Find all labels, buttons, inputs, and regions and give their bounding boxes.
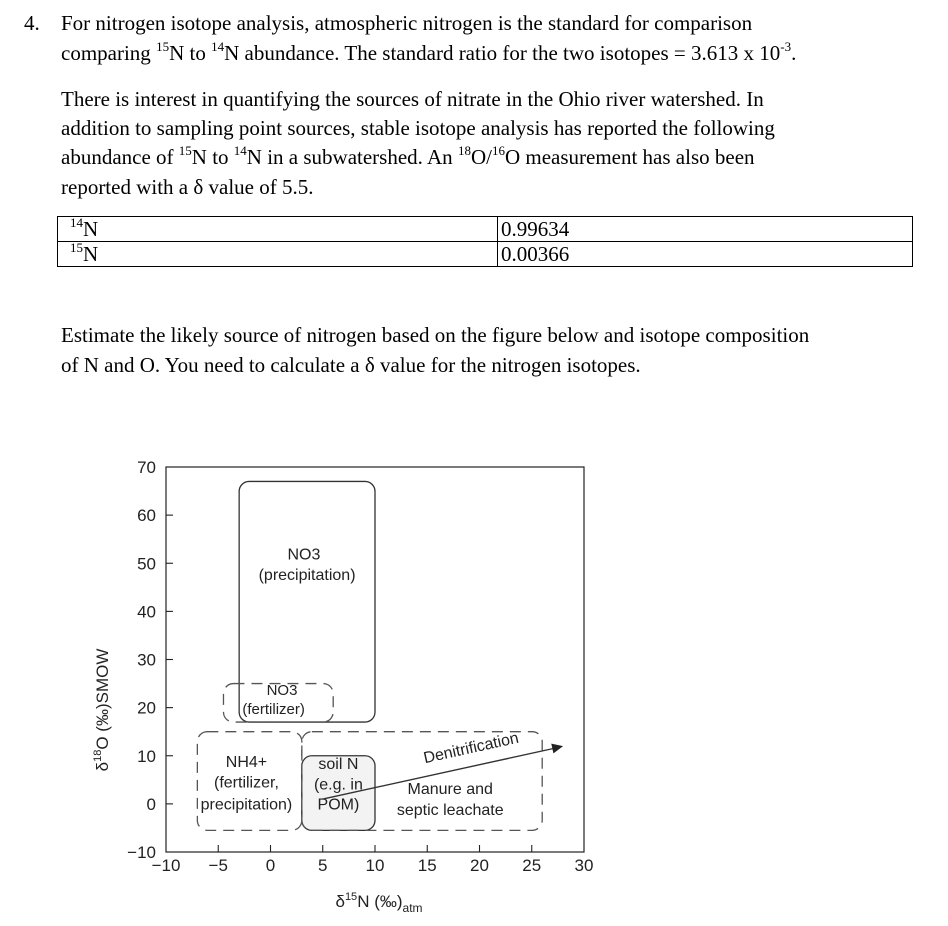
abundance-cell: 0.99634 — [498, 217, 913, 242]
region-label: (precipitation) — [258, 567, 356, 585]
x-tick-label: 20 — [470, 856, 489, 875]
y-tick-label: −10 — [127, 843, 156, 862]
region-label: (fertilizer, — [214, 774, 279, 792]
y-tick-label: 40 — [137, 602, 156, 622]
x-tick-label: 0 — [265, 856, 276, 875]
region-label: NH4+ — [225, 753, 268, 771]
y-tick-label: 20 — [137, 698, 156, 718]
x-tick-label: 30 — [574, 856, 594, 875]
x-tick-label: 10 — [365, 856, 385, 875]
abundance-cell: 0.00366 — [498, 242, 913, 267]
table-row — [58, 217, 913, 242]
paragraph-line-1: There is interest in quantifying the sources of nitrate in the Ohio river watershed. In — [61, 87, 764, 111]
paragraph-line-2: addition to sampling point sources, stable isotope analysis has reported the following — [61, 116, 775, 140]
region-label: Manure and — [407, 780, 493, 798]
x-axis-label: $\delta^{15}N$ $(‰)_{atm}$ — [335, 891, 423, 915]
x-tick-label: −10 — [151, 856, 181, 875]
question-number: 4. — [24, 11, 40, 35]
task-line-2: of N and O. You need to calculate a δ value for the nitrogen isotopes. — [61, 353, 641, 377]
region-label: (fertilizer) — [242, 700, 305, 718]
region-label: NO3 — [266, 682, 298, 700]
y-tick-label: 10 — [137, 746, 156, 766]
paragraph-line-3: abundance of $^{15}$N to $^{14}$N in a subwatershed. An $^{18}$O/$^{16}$O measurement has also been — [61, 143, 755, 169]
x-tick-label: 5 — [318, 856, 328, 875]
region-label: NO3 — [287, 546, 321, 564]
abundance-table — [57, 216, 913, 267]
no3-precipitation-region — [239, 481, 375, 722]
y-tick-label: 30 — [137, 650, 156, 670]
y-axis-label — [92, 649, 112, 772]
paragraph-line-4: reported with a δ value of 5.5. — [61, 175, 314, 199]
region-label: soil N — [318, 756, 359, 774]
svg-text:δ18O (‰)SMOW: $\delta^{18}O$ (‰)SMOW — [92, 648, 112, 772]
task-line-1: Estimate the likely source of nitrogen based on the figure below and isotope composition — [61, 323, 810, 347]
x-tick-label: 15 — [417, 856, 437, 875]
x-tick-label: 25 — [522, 856, 542, 875]
region-label: (e.g. in — [313, 776, 363, 794]
y-tick-label: 0 — [146, 794, 156, 814]
region-label: POM) — [317, 796, 360, 814]
intro-line-1: For nitrogen isotope analysis, atmospheric nitrogen is the standard for comparison — [61, 11, 753, 35]
x-tick-label: −5 — [208, 856, 228, 875]
denitrification-label: Denitrification — [422, 729, 521, 768]
isotope-source-chart — [80, 440, 640, 920]
y-tick-label: 70 — [137, 458, 156, 477]
denitrification-arrow-head — [551, 744, 563, 754]
isotope-cell: $^{14}$N — [58, 217, 498, 242]
region-label: precipitation) — [200, 796, 293, 814]
intro-line-2: comparing $^{15}$N to $^{14}$N abundance. The standard ratio for the two isotopes = 3.613 x $10^{-3}$. — [61, 39, 797, 65]
table-row — [58, 242, 913, 267]
isotope-cell: $^{15}$N — [58, 242, 498, 267]
y-tick-label: 60 — [137, 506, 156, 526]
y-tick-label: 50 — [137, 554, 156, 574]
region-label: septic leachate — [396, 801, 504, 819]
